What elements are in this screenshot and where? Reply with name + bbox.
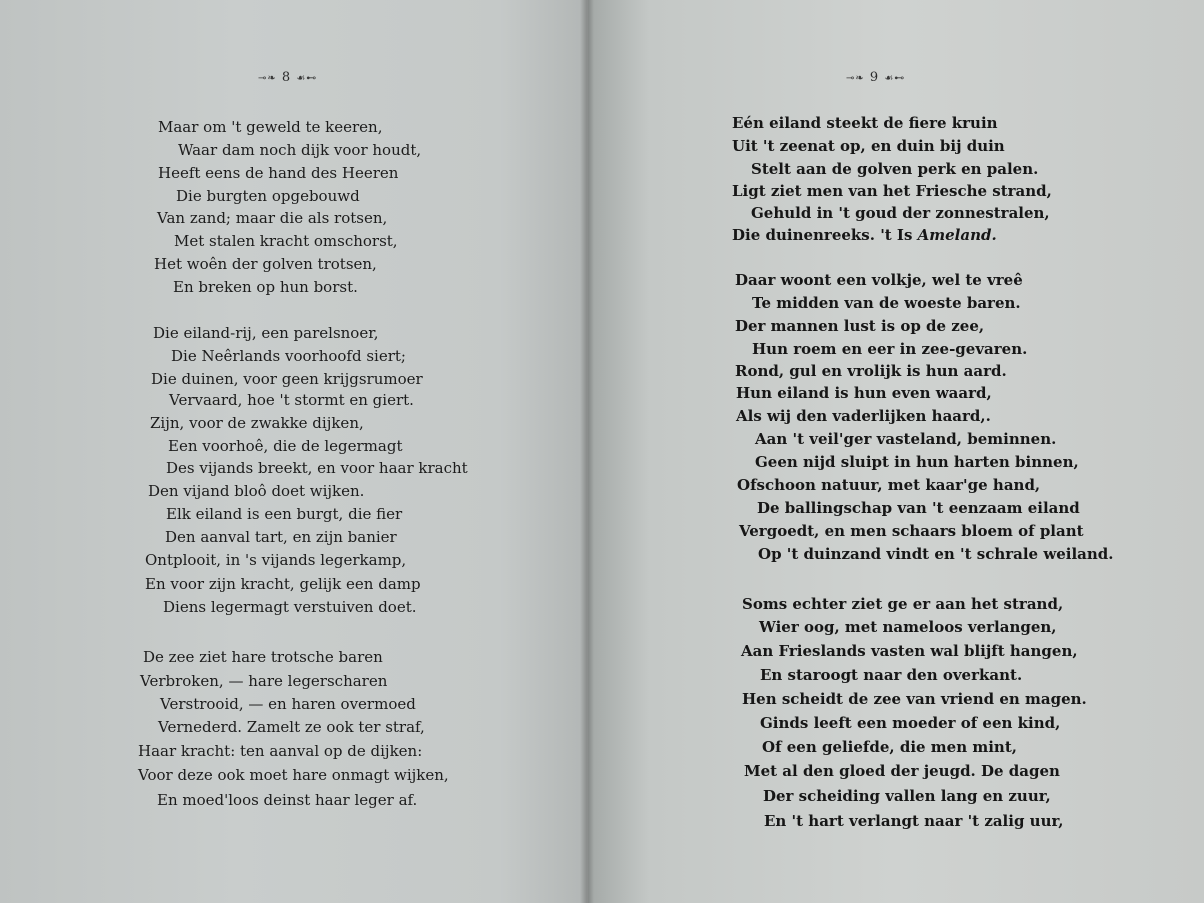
poem-line: Die Neêrlands voorhoofd siert; [171,347,406,365]
poem-line: Aan Frieslands vasten wal blijft hangen, [741,642,1078,660]
poem-line [732,228,997,243]
poem-line: Der mannen lust is op de zee, [735,317,985,335]
poem-line: Vernederd. Zamelt ze ook ter straf, [158,718,425,736]
poem-line: Vergoedt, en men schaars bloem of plant [739,522,1084,540]
right-page [588,0,1204,903]
poem-line: Of een geliefde, die men mint, [762,738,1017,756]
poem-line: Als wij den vaderlijken haard,. [736,407,991,425]
poem-line: En voor zijn kracht, gelijk een damp [145,575,421,593]
poem-line: Waar dam noch dijk voor houdt, [178,141,422,159]
poem-line: Ontplooit, in 's vijands legerkamp, [145,551,407,569]
poem-line: Verbroken, — hare legerscharen [140,672,388,690]
poem-line: Ginds leeft een moeder of een kind, [760,714,1061,732]
poem-line: En 't hart verlangt naar 't zalig uur, [764,812,1064,830]
poem-line: Voor deze ook moet hare onmagt wijken, [138,766,449,784]
poem-line: Hun roem en eer in zee-gevaren. [752,340,1028,358]
left-page [0,0,588,903]
poem-line: Stelt aan de golven perk en palen. [751,160,1039,178]
page-number-right [846,70,905,85]
poem-line: De ballingschap van 't eenzaam eiland [757,499,1080,517]
poem-line: Eén eiland steekt de fiere kruin [732,114,998,132]
page-number-text: 8 [281,70,292,85]
poem-line: Met stalen kracht omschorst, [174,232,398,250]
poem-line: Elk eiland is een burgt, die fier [166,505,403,523]
poem-line: En moed'loos deinst haar leger af. [157,791,418,809]
poem-line: Zijn, voor de zwakke dijken, [150,414,364,432]
poem-line: Van zand; maar die als rotsen, [157,209,388,227]
poem-line: Daar woont een volkje, wel te vreê [735,271,1023,289]
poem-line: En breken op hun borst. [173,278,358,296]
poem-line: Des vijands breekt, en voor haar kracht [166,459,468,477]
poem-line: Hun eiland is hun even waard, [736,384,992,402]
poem-line: Die burgten opgebouwd [176,187,360,205]
poem-line: De zee ziet hare trotsche baren [143,648,383,666]
poem-line: Der scheiding vallen lang en zuur, [763,787,1051,805]
poem-line: Met al den gloed der jeugd. De dagen [744,762,1060,780]
poem-line: Die duinen, voor geen krijgsrumoer [151,370,423,388]
folio-ornament-right-icon: ☙⊷ [884,73,906,84]
book-gutter [580,0,594,903]
folio-ornament-left-icon: ⊸❧ [258,73,277,84]
poem-line: Ligt ziet men van het Friesche strand, [732,182,1052,200]
page-number-text: 9 [869,70,880,85]
poem-line: Uit 't zeenat op, en duin bij duin [732,137,1005,155]
poem-line: Te midden van de woeste baren. [752,294,1021,312]
poem-line: Geen nijd sluipt in hun harten binnen, [755,453,1079,471]
poem-line: Rond, gul en vrolijk is hun aard. [735,362,1007,380]
folio-ornament-left-icon: ⊸❧ [846,73,865,84]
poem-line: Wier oog, met nameloos verlangen, [759,618,1057,636]
poem-line: Den aanval tart, en zijn banier [165,528,397,546]
poem-line: Gehuld in 't goud der zonnestralen, [751,204,1050,222]
poem-line: Heeft eens de hand des Heeren [158,164,399,182]
poem-line: Soms echter ziet ge er aan het strand, [742,595,1064,613]
poem-line-text: Die duinenreeks. 't Is [732,226,918,244]
poem-line: Verstrooid, — en haren overmoed [160,695,416,713]
poem-line: Vervaard, hoe 't stormt en giert. [169,391,414,409]
poem-line: Hen scheidt de zee van vriend en magen. [742,690,1087,708]
poem-line: Diens legermagt verstuiven doet. [163,598,417,616]
poem-line: Maar om 't geweld te keeren, [158,118,383,136]
page-number-left [258,70,317,85]
poem-line: Op 't duinzand vindt en 't schrale weiland. [758,545,1114,563]
poem-line: Den vijand bloô doet wijken. [148,482,365,500]
poem-line: Haar kracht: ten aanval op de dijken: [138,742,423,760]
poem-line: Een voorhoê, die de legermagt [168,437,403,455]
poem-line: Aan 't veil'ger vasteland, beminnen. [755,430,1057,448]
folio-ornament-right-icon: ☙⊷ [296,73,318,84]
place-name-italic: Ameland. [917,226,997,244]
poem-line: Het woên der golven trotsen, [154,255,377,273]
poem-line: Die eiland-rij, een parelsnoer, [153,324,379,342]
poem-line: Ofschoon natuur, met kaar'ge hand, [737,476,1041,494]
poem-line: En staroogt naar den overkant. [760,666,1023,684]
